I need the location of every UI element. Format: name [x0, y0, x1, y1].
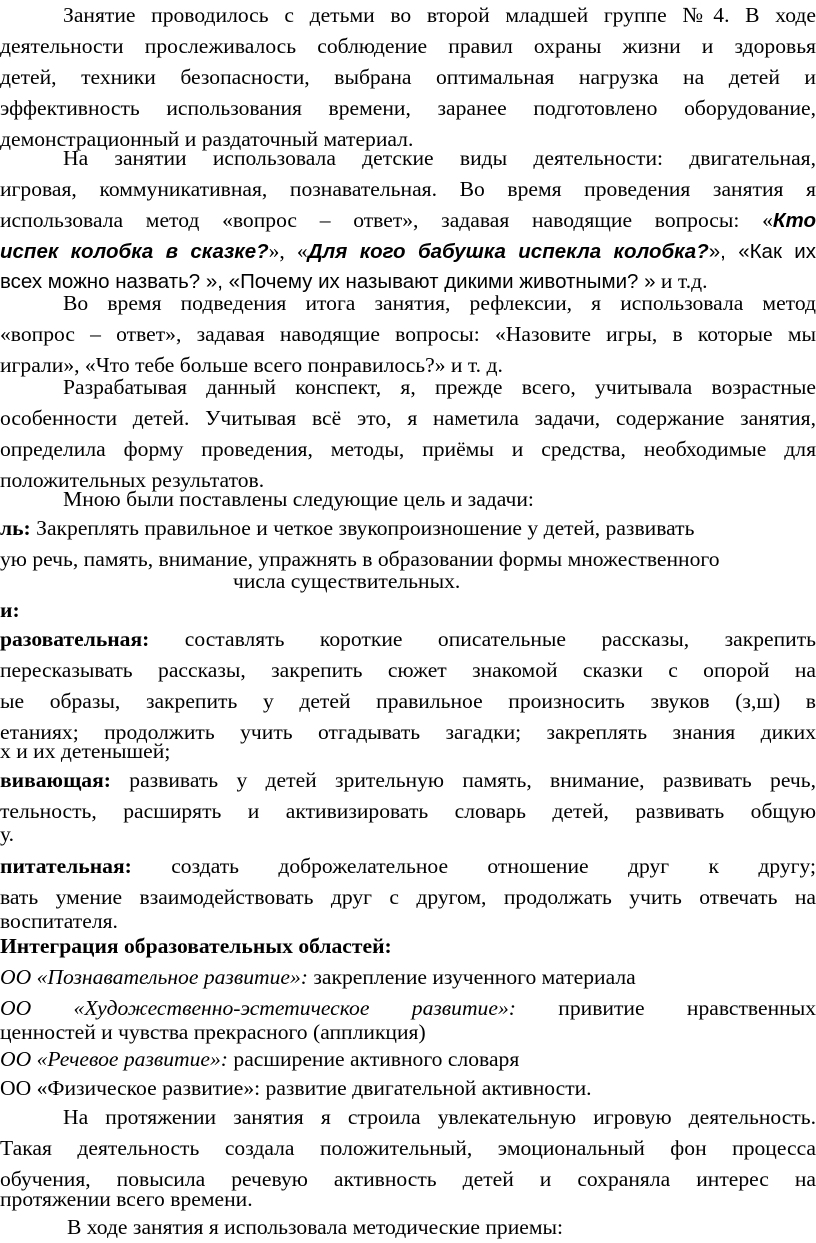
p6-line-4: протяжении всего времени.: [0, 1187, 253, 1211]
p2-line-3: использовала метод «вопрос – ответ», задавая наводящие вопросы: «Кто: [0, 208, 816, 232]
p1-line-3: детей, техники безопасности, выбрана оптимальная нагрузка на детей и: [0, 65, 816, 89]
p6-line-1: На протяжении занятия я строила увлекательную игровую деятельность.: [63, 1105, 816, 1129]
integration-item-1: ОО «Познавательное развитие»: закрепление изученного материала: [0, 965, 636, 989]
p4-line-2: особенности детей. Учитывая всё это, я наметила задачи, содержание занятия,: [0, 406, 816, 430]
p4-line-4: положительных результатов.: [0, 468, 265, 492]
p6-line-3: обучения, повысила речевую активность детей и сохраняла интерес на: [0, 1167, 816, 1191]
p3-line-2: «вопрос – ответ», задавая наводящие вопросы: «Назовите игры, в которые мы: [0, 322, 816, 346]
p6-line-2: Такая деятельность создала положительный, эмоциональный фон процесса: [0, 1136, 816, 1160]
task-up-line-2: вать умение взаимодействовать друг с другом, продолжать учить отвечать на: [0, 885, 816, 909]
p4-line-3: определила форму проведения, методы, приёмы и средства, необходимые для: [0, 437, 816, 461]
integration-title: Интеграция образовательных областей:: [0, 934, 392, 958]
integration-item-4: ОО «Физическое развитие»: развитие двигательной активности.: [0, 1076, 592, 1100]
task-edu-line-1: разовательная: составлять короткие описательные рассказы, закрепить: [0, 627, 816, 651]
task-up-line-3: воспитателя.: [0, 909, 118, 933]
p2-line-4: испек колобка в сказке?», «Для кого бабушка испекла колобка?», «Как их: [0, 239, 816, 263]
task-edu-line-4: етаниях; продолжить учить отгадывать загадки; закреплять знания диких: [0, 720, 816, 744]
task-edu-line-5: х и их детенышей;: [0, 739, 171, 763]
task-dev-line-2: тельность, расширять и активизировать словарь детей, развивать общую: [0, 799, 816, 823]
p1-line-2: деятельности прослеживалось соблюдение правил охраны жизни и здоровья: [0, 34, 816, 58]
task-edu-line-2: пересказывать рассказы, закрепить сюжет знакомой сказки с опорой на: [0, 658, 816, 682]
p7-line-1: В ходе занятия я использовала методические приемы:: [67, 1215, 564, 1239]
goal-line-3: числа существительных.: [233, 569, 461, 593]
p5-line-1: Мною были поставлены следующие цель и задачи:: [63, 487, 534, 511]
p3-line-1: Во время подведения итога занятия, рефлексии, я использовала метод: [63, 291, 816, 315]
p2-line-2: игровая, коммуникативная, познавательная. Во время проведения занятия я: [0, 177, 816, 201]
p1-line-4: эффективность использования времени, заранее подготовлено оборудование,: [0, 96, 816, 120]
p2-line-1: На занятии использовала детские виды деятельности: двигательная,: [63, 146, 816, 170]
task-up-line-1: питательная: создать доброжелательное отношение друг к другу;: [0, 854, 816, 878]
task-edu-line-3: ые образы, закрепить у детей правильное произносить звуков (з,ш) в: [0, 689, 816, 713]
integration-item-2: ОО «Художественно-эстетическое развитие»: привитие нравственных: [0, 996, 816, 1020]
p1-line-5: демонстрационный и раздаточный материал.: [0, 127, 414, 151]
p4-line-1: Разрабатывая данный конспект, я, прежде всего, учитывала возрастные: [63, 375, 816, 399]
tasks-label: и:: [0, 598, 20, 622]
p1-line-1: Занятие проводилось с детьми во второй младшей группе №4. В ходе: [63, 3, 816, 27]
p2-line-5: всех можно назвать? », «Почему их называют дикими животными? » и т.д.: [0, 269, 708, 293]
goal-line-2: ую речь, память, внимание, упражнять в образовании формы множественного: [0, 547, 720, 571]
integration-item-2-cont: ценностей и чувства прекрасного (аппликция): [0, 1020, 426, 1044]
p3-line-3: играли», «Что тебе больше всего понравилось?» и т. д.: [0, 353, 503, 377]
goal-line-1: ль: Закреплять правильное и четкое звукопроизношение у детей, развивать: [0, 516, 695, 540]
task-dev-line-1: вивающая: развивать у детей зрительную память, внимание, развивать речь,: [0, 768, 816, 792]
integration-item-3: ОО «Речевое развитие»: расширение активного словаря: [0, 1047, 520, 1071]
task-dev-line-3: у.: [0, 822, 15, 846]
